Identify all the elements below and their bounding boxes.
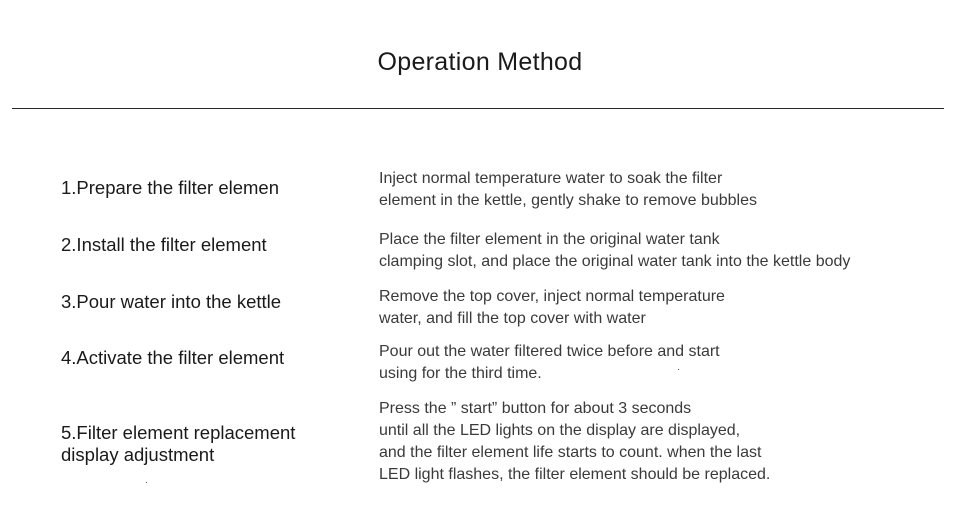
step-1-label [61,177,279,199]
step-1-label-line-1: 1.Prepare the filter elemen [61,177,280,198]
step-2-description-line-1: Place the filter element in the original water tank [379,231,720,248]
page-title: Operation Method [377,48,583,76]
speck-artifact [146,482,147,483]
step-5-description-line-2: until all the LED lights on the display are displayed, [379,422,741,439]
step-4-description-line-1: Pour out the water filtered twice before and start [379,343,720,360]
step-5-description-line-4: LED light flashes, the filter element should be replaced. [379,466,771,483]
step-5-description-line-1: Press the ” start” button for about 3 seconds [379,400,692,417]
step-5-label [61,422,295,466]
step-3-label [61,291,281,313]
step-2-description [379,229,850,273]
step-5-label-line-1: 5.Filter element replacement [61,422,296,443]
step-1-description [379,168,757,212]
step-4-label [61,347,284,369]
step-3-description [379,286,725,330]
step-4-description [379,341,720,385]
step-3-description-line-2: water, and fill the top cover with water [379,310,646,327]
step-1-description-line-2: element in the kettle, gently shake to remove bubbles [379,192,757,209]
step-2-label-line-1: 2.Install the filter element [61,234,267,255]
step-3-description-line-1: Remove the top cover, inject normal temperature [379,288,725,305]
step-5-description [379,398,770,486]
speck-artifact [678,369,679,370]
title-divider [12,108,944,109]
step-2-description-line-2: clamping slot, and place the original water tank into the kettle body [379,253,851,270]
step-5-label-line-2: display adjustment [61,444,215,465]
step-4-label-line-1: 4.Activate the filter element [61,347,285,368]
step-1-description-line-1: Inject normal temperature water to soak the filter [379,170,723,187]
step-5-description-line-3: and the filter element life starts to count. when the last [379,444,762,461]
step-4-description-line-2: using for the third time. [379,365,542,382]
step-2-label [61,234,267,256]
step-3-label-line-1: 3.Pour water into the kettle [61,291,282,312]
